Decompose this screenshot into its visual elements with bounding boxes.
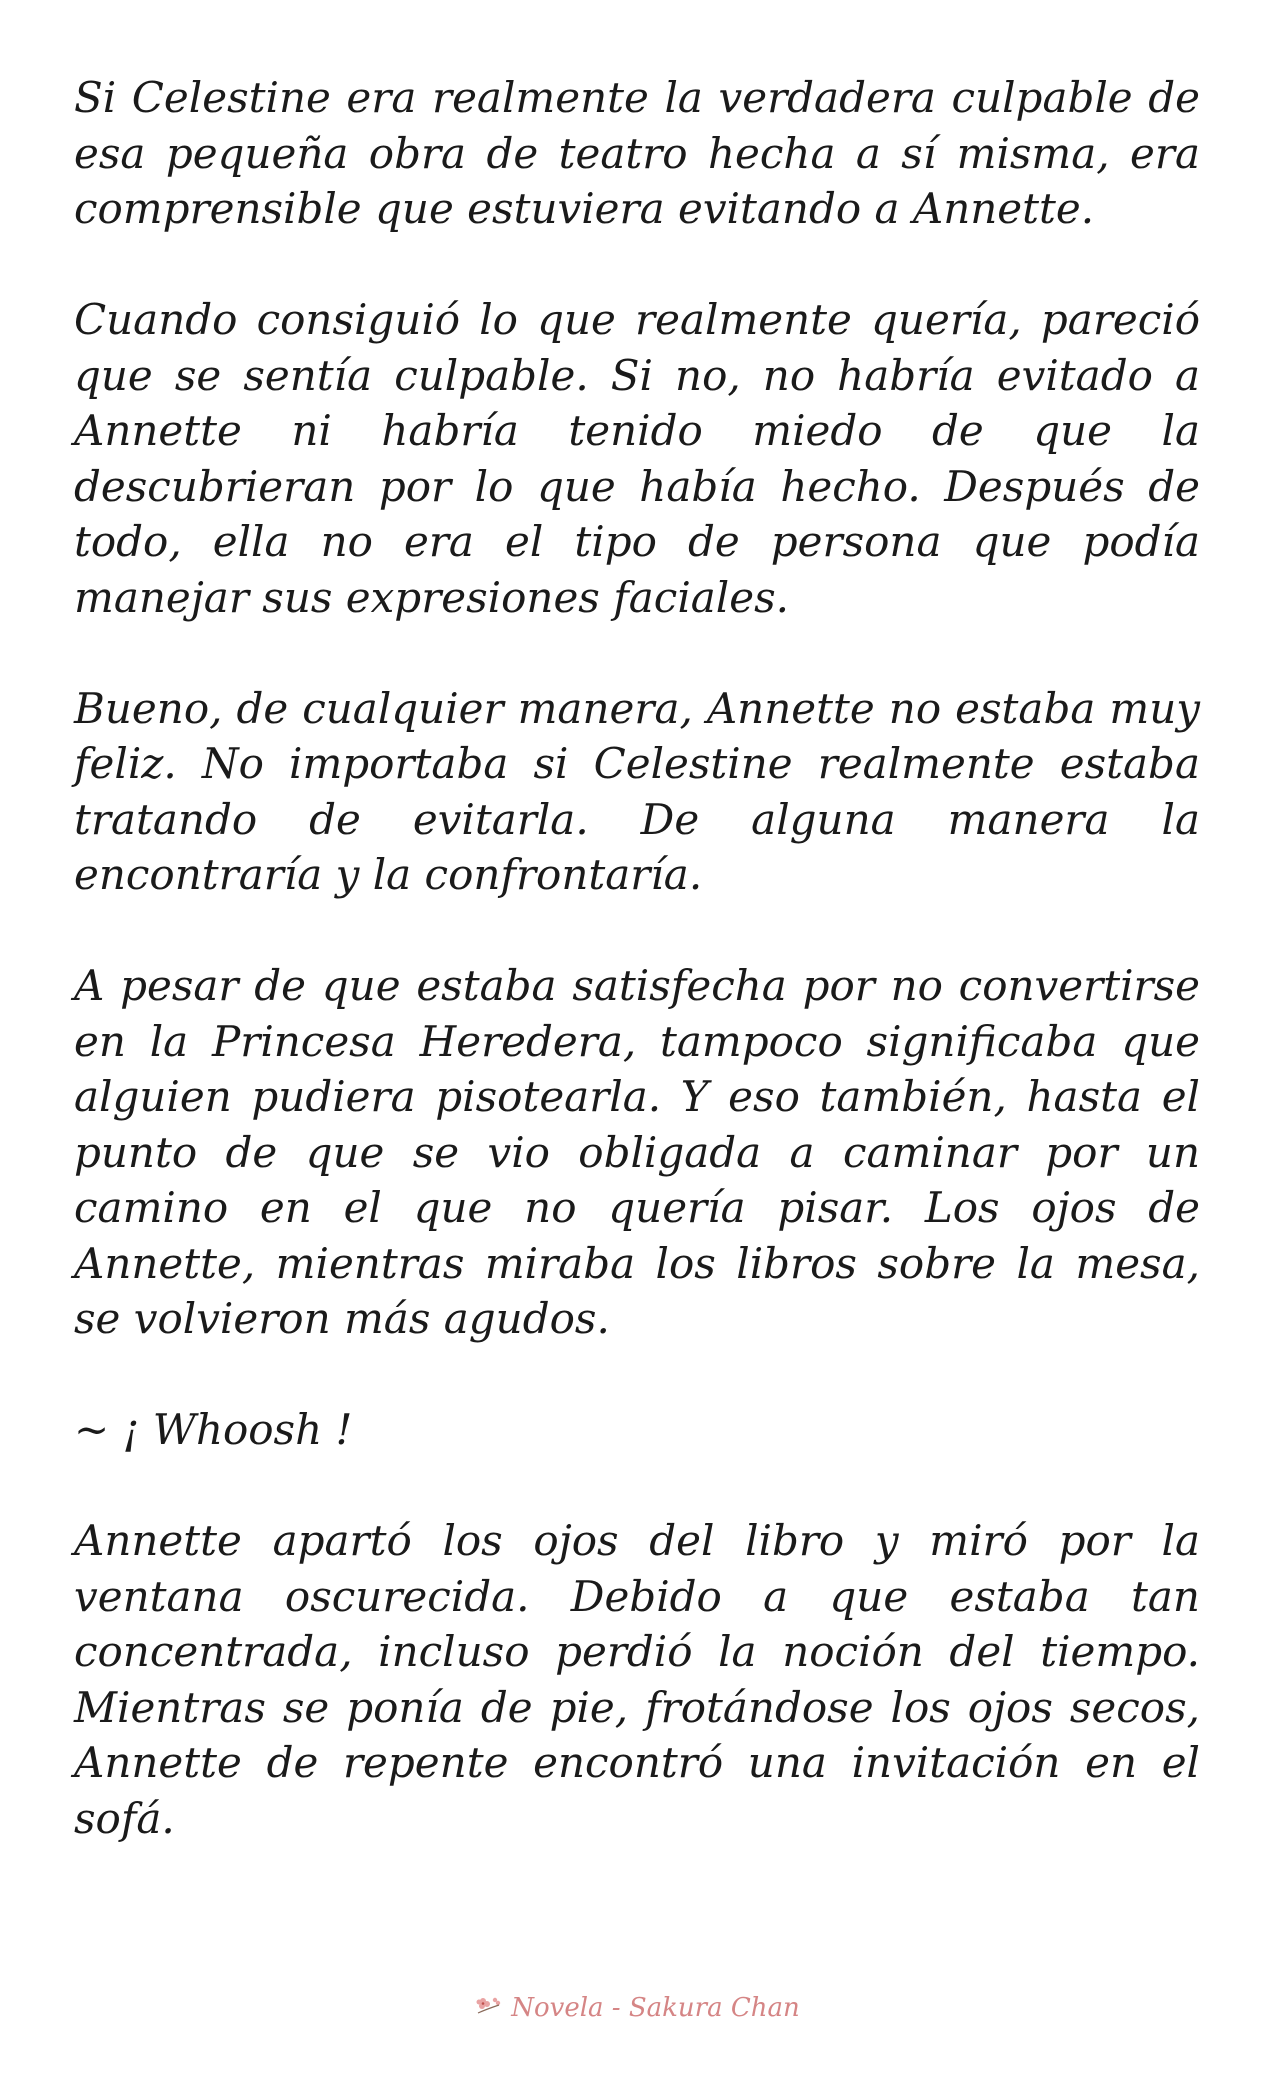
sakura-flower-icon (475, 1994, 503, 2024)
paragraph-6: Annette apartó los ojos del libro y miró por la ventana oscurecida. Debido a que estaba tan concentrada, incluso perdió la noción del tiempo. Mientras se ponía de pie, frotándose los ojos secos, Annette de repente encontró una invitación en el sofá. (74, 1516, 1200, 1843)
paragraph-2: Cuando consiguió lo que realmente quería, pareció que se sentía culpable. Si no, no habría evitado a Annette ni habría tenido miedo de que la descubrieran por lo que había hecho. Después de todo, ella no era el tipo de persona que podía manejar sus expresiones faciales. (74, 295, 1200, 622)
watermark-text: Novela - Sakura Chan (511, 1993, 800, 2023)
paragraph-1: Si Celestine era realmente la verdadera culpable de esa pequeña obra de teatro hecha a sí misma, era comprensible que estuviera evitando a Annette. (74, 73, 1200, 233)
paragraph-4: A pesar de que estaba satisfecha por no convertirse en la Princesa Heredera, tampoco significaba que alguien pudiera pisotearla. Y eso también, hasta el punto de que se vio obligada a caminar por un camino en el que no quería pisar. Los ojos de Annette, mientras miraba los libros sobre la mesa, se volvieron más agudos. (74, 961, 1200, 1343)
novel-page (74, 70, 1200, 1902)
watermark-footer (0, 1993, 1275, 2024)
paragraph-3: Bueno, de cualquier manera, Annette no estaba muy feliz. No importaba si Celestine realmente estaba tratando de evitarla. De alguna manera la encontraría y la confrontaría. (74, 683, 1200, 899)
sound-effect: ~ ¡ Whoosh ! (74, 1405, 353, 1454)
